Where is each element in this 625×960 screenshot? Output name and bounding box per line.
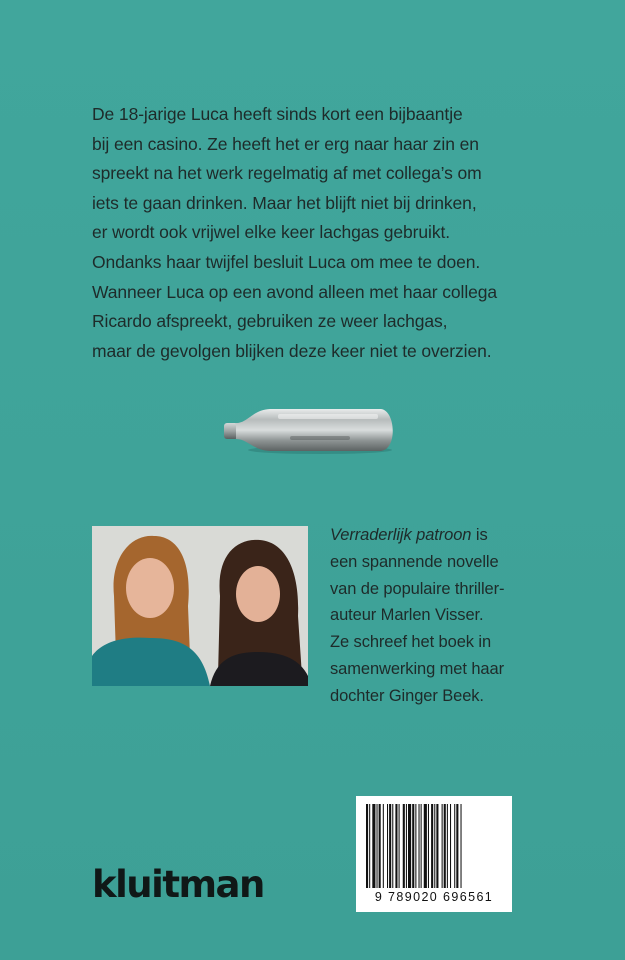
barcode-bar [383,804,384,888]
barcode-bar [434,804,435,888]
author-bio [330,522,550,710]
barcode-bar [415,804,416,888]
blurb-line: spreekt na het werk regelmatig af met collega’s om [92,163,482,184]
bio-line [330,522,550,549]
barcode-bar [447,804,448,888]
bio-line: Ze schreef het boek in [330,633,492,652]
barcode-bar [424,804,427,888]
authors-photo [92,526,308,686]
barcode-bar [412,804,414,888]
blurb-line: De 18-jarige Luca heeft sinds kort een bijbaantje [92,104,463,124]
blurb-line: Wanneer Luca op een avond alleen met haar collega [92,281,498,302]
bio-line: samenwerking met haar [330,659,504,678]
barcode-bars [364,804,504,888]
isbn-number: 9 789020 696561 [374,890,494,904]
book-title: Verraderlijk patroon [330,526,472,544]
barcode-bar [392,804,393,888]
publisher-logo: kluitman [92,863,264,906]
barcode-bar [408,804,411,888]
barcode-bar [372,804,375,888]
bio-line: auteur Marlen Visser. [330,606,484,625]
blurb-line: maar de gevolgen blijken deze keer niet te overzien. [92,340,492,361]
barcode-bar [406,804,407,888]
barcode-bar [456,804,458,888]
barcode-bar [389,804,391,888]
barcode-bar [399,804,400,888]
barcode-bar [450,804,451,888]
barcode-bar [369,804,370,888]
barcode-bar [403,804,405,888]
barcode-bar [454,804,455,888]
barcode-bar [366,804,368,888]
blurb-text [92,100,542,366]
blurb-line: Ricardo afspreekt, gebruiken ze weer lachgas, [92,311,448,332]
blurb-line: iets te gaan drinken. Maar het blijft niet bij drinken, [92,192,477,213]
blurb-line: Ondanks haar twijfel besluit Luca om mee te doen. [92,251,481,272]
gas-cartridge-image [220,404,400,456]
bio-line: dochter Ginger Beek. [330,686,484,705]
bio-line: van de populaire thriller- [330,579,505,598]
barcode-bar [436,804,438,888]
bio-line: een spannende novelle [330,552,499,571]
barcode-bar [461,804,462,888]
barcode-bar [395,804,397,888]
bio-line-suffix: is [471,526,488,544]
barcode-bar [419,804,420,888]
blurb-line: bij een casino. Ze heeft het er erg naar haar zin en [92,133,479,154]
barcode-bar [431,804,433,888]
barcode-bar [421,804,422,888]
blurb-line: er wordt ook vrijwel elke keer lachgas gebruikt. [92,222,451,243]
barcode-bar [442,804,443,888]
isbn-barcode [356,796,512,912]
barcode-bar [387,804,388,888]
barcode-bar [444,804,446,888]
barcode-bar [379,804,381,888]
barcode-bar [428,804,429,888]
barcode-bar [377,804,378,888]
